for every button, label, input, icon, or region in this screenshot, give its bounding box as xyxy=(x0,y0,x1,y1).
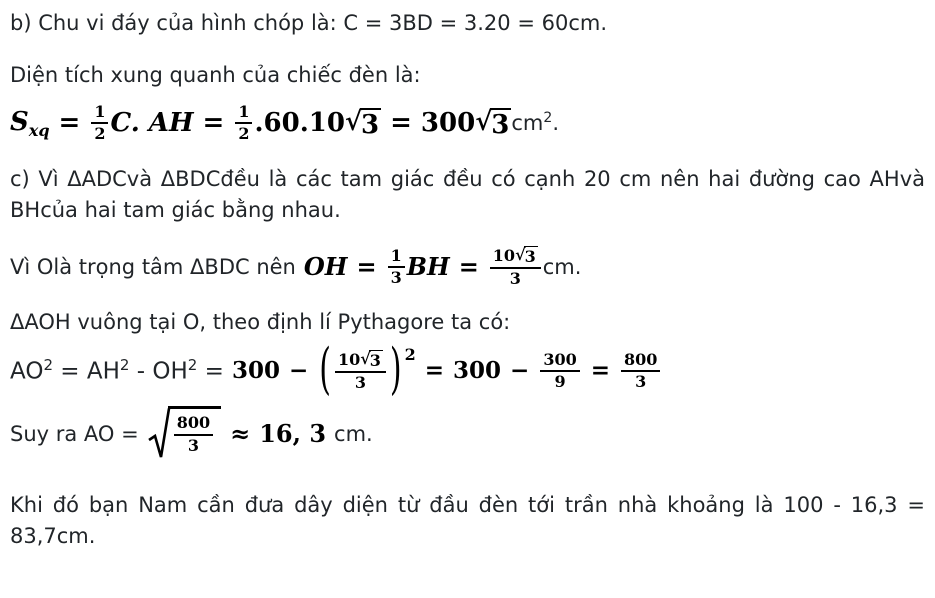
centroid-text: Vì Olà trọng tâm ΔBDC nên xyxy=(10,254,296,279)
fraction-10sqrt3-over-3: 10 √ 3 3 xyxy=(335,350,386,393)
fraction-one-half: $\frac{1}{2}$ xyxy=(235,103,252,144)
paragraph-conclusion-line1: Khi đó bạn Nam cần đưa dây diện từ đầu đèn tới trần nhà khoảng là 100 - 16,3 = xyxy=(10,493,925,518)
fraction-800-over-3: $\frac{800}{3}$ xyxy=(174,414,213,455)
radical-sqrt3: √ 3 xyxy=(344,106,380,140)
radical-sign-icon: √ xyxy=(475,106,493,137)
fraction-10sqrt3-over-3: 10 √ 3 3 xyxy=(490,246,541,289)
radical-sign-icon: √ xyxy=(344,106,363,137)
radical-sqrt3: √ 3 xyxy=(515,244,536,266)
equals-sign: = xyxy=(458,251,479,281)
equals-sign: = xyxy=(202,108,225,139)
paragraph-pythagore: ΔAOH vuông tại O, theo định lí Pythagore ta có: xyxy=(10,309,511,334)
radical-sqrt3: √ 3 xyxy=(475,106,510,140)
minus-sign: − xyxy=(288,357,309,385)
unit-cm-squared: $cm^2$. xyxy=(511,110,560,136)
unit-cm: cm. xyxy=(334,421,373,446)
paragraph-triangles xyxy=(10,164,925,226)
fraction-one-third: $\frac{1}{3}$ xyxy=(388,247,405,288)
line-centroid-oh xyxy=(10,246,925,289)
radical-sign-icon: √ xyxy=(515,244,526,264)
math-term-bh: BH xyxy=(406,251,450,281)
paragraph-perimeter: b) Chu vi đáy của hình chóp là: C = 3BD = 3.20 = 60cm. xyxy=(10,11,607,35)
formula-ao-squared xyxy=(10,337,925,403)
exponent-2: 2 xyxy=(404,344,416,364)
math-factors: .60.10 xyxy=(254,108,345,139)
formula-lateral-area xyxy=(10,103,925,144)
equals-sign: = xyxy=(390,108,412,139)
suy-ra-text: Suy ra AO = xyxy=(10,421,139,446)
math-term-sxq: $S_{xq}$ xyxy=(10,106,50,140)
fraction-300-over-9: $\frac{300}{9}$ xyxy=(540,351,579,392)
paragraph-triangles-line2: BHcủa hai tam giác bằng nhau. xyxy=(10,197,341,222)
close-paren: ) xyxy=(389,337,402,403)
radical-sqrt-800-3 xyxy=(147,406,221,462)
math-term-c-ah: C. AH xyxy=(110,108,194,139)
paragraph-triangles-line1: c) Vì ΔADCvà ΔBDCđều là các tam giác đều có cạnh 20 cm nên hai đường cao AHvà xyxy=(10,166,925,191)
radical-sign-icon: √ xyxy=(360,348,371,368)
math-value-16-3: 16, 3 xyxy=(259,419,327,449)
math-value-300: 300 xyxy=(453,357,502,385)
equals-sign: = xyxy=(356,251,377,281)
math-value-300: 300 xyxy=(231,357,280,385)
equals-sign: = xyxy=(58,108,81,139)
fraction-800-over-3: $\frac{800}{3}$ xyxy=(621,351,660,392)
paragraph-lateral-area-intro: Diện tích xung quanh của chiếc đèn là: xyxy=(10,63,421,87)
math-result-coefficient: 300 xyxy=(420,108,476,139)
equals-sign: = xyxy=(590,357,610,385)
math-term-oh: OH xyxy=(303,251,348,281)
open-paren: ( xyxy=(319,337,331,403)
paragraph-conclusion-line2: 83,7cm. xyxy=(10,524,96,549)
minus-sign: − xyxy=(510,357,530,385)
paragraph-conclusion xyxy=(10,490,925,552)
math-sans-ao2: $AO^2 = AH^2 - OH^2$ = xyxy=(10,355,224,385)
fraction-one-half: $\frac{1}{2}$ xyxy=(91,103,108,144)
unit-cm: cm. xyxy=(542,254,582,279)
equals-sign: = xyxy=(424,357,445,385)
approx-sign: ≈ xyxy=(230,419,251,449)
radical-sqrt3: √ 3 xyxy=(360,348,381,370)
line-ao-result xyxy=(10,406,925,462)
